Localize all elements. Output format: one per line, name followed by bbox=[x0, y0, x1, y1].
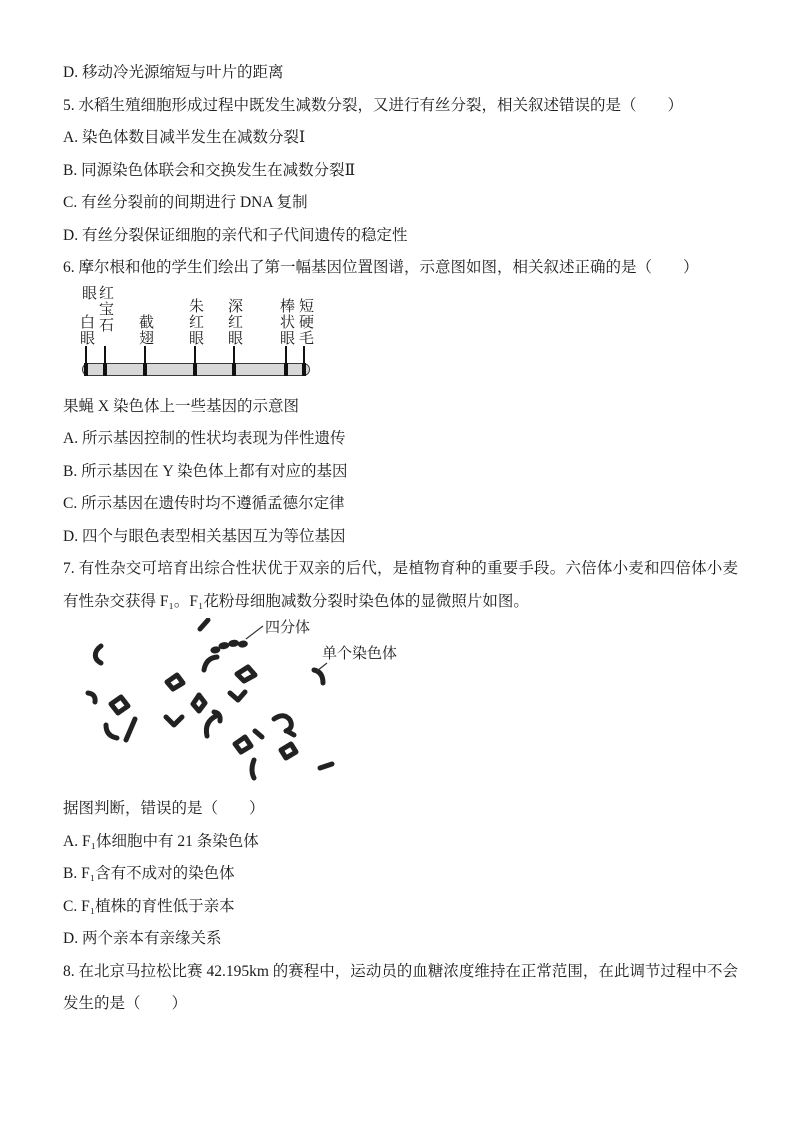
gene-locus-tick bbox=[143, 363, 147, 376]
prev-question-option-d: D. 移动冷光源缩短与叶片的距离 bbox=[63, 64, 284, 81]
chromosome-micrograph bbox=[65, 618, 410, 786]
q7-option-c: C. F₁植株的育性低于亲本 bbox=[63, 897, 235, 915]
tetrad-blob bbox=[209, 638, 248, 654]
q5-option-b: B. 同源染色体联会和交换发生在减数分裂Ⅱ bbox=[63, 161, 356, 179]
gene-leader-line bbox=[144, 346, 146, 363]
q6-option-d: D. 四个与眼色表型相关基因互为等位基因 bbox=[63, 527, 346, 545]
gene-leader-line bbox=[303, 346, 305, 363]
q6-option-b: B. 所示基因在 Y 染色体上都有对应的基因 bbox=[63, 462, 348, 480]
q7-option-d: D. 两个亲本有亲缘关系 bbox=[63, 930, 222, 947]
chromosome-blobs bbox=[88, 620, 332, 778]
gene-label-ruby-eye: 红宝石眼 bbox=[80, 284, 113, 333]
gene-leader-line bbox=[233, 346, 235, 363]
q6-option-c: C. 所示基因在遗传时均不遵循孟德尔定律 bbox=[63, 495, 345, 512]
gene-label-bar-eye: 棒状眼 bbox=[278, 297, 294, 346]
gene-leader-line bbox=[285, 346, 287, 363]
gene-map-diagram bbox=[63, 285, 738, 391]
gene-locus-tick bbox=[302, 363, 306, 376]
question-5-stem: 5. 水稻生殖细胞形成过程中既发生减数分裂，又进行有丝分裂，相关叙述错误的是（ ） bbox=[63, 96, 684, 114]
gene-label-short-bristle: 短硬毛 bbox=[297, 297, 313, 346]
question-8-stem: 8. 在北京马拉松比赛 42.195km 的赛程中，运动员的血糖浓度维持在正常范围，在此调节过程中不会发生的是（ ） bbox=[63, 962, 738, 1012]
q5-option-d: D. 有丝分裂保证细胞的亲代和子代间遗传的稳定性 bbox=[63, 226, 408, 244]
q7-option-b: B. F₁含有不成对的染色体 bbox=[63, 865, 235, 882]
tetrad-annotation-label: 四分体 bbox=[265, 620, 311, 636]
gene-locus-tick bbox=[193, 363, 197, 376]
q5-option-c: C. 有丝分裂前的间期进行 DNA 复制 bbox=[63, 194, 308, 211]
q6-option-a: A. 所示基因控制的性状均表现为伴性遗传 bbox=[63, 430, 346, 447]
meiosis-micrograph-figure bbox=[63, 618, 738, 793]
gene-label-cut-wing: 截翅 bbox=[137, 313, 153, 346]
gene-label-vermilion-eye: 朱红眼 bbox=[187, 297, 203, 346]
gene-locus-tick bbox=[232, 363, 236, 376]
q5-option-a: A. 染色体数目减半发生在减数分裂Ⅰ bbox=[63, 129, 306, 146]
gene-locus-tick bbox=[284, 363, 288, 376]
q7-option-a: A. F₁体细胞中有 21 条染色体 bbox=[63, 832, 259, 850]
gene-leader-line bbox=[85, 346, 87, 363]
gene-locus-tick bbox=[84, 363, 88, 376]
q7-judge-line: 据图判断，错误的是（ ） bbox=[63, 800, 265, 817]
gene-leader-line bbox=[194, 346, 196, 363]
gene-locus-tick bbox=[103, 363, 107, 376]
gene-leader-line bbox=[104, 346, 106, 363]
gene-label-white-eye: 白眼 bbox=[78, 313, 94, 346]
single-chromosome-annotation-label: 单个染色体 bbox=[322, 646, 398, 662]
question-6-stem: 6. 摩尔根和他的学生们绘出了第一幅基因位置图谱，示意图如图，相关叙述正确的是（ ） bbox=[63, 259, 699, 276]
gene-map-caption: 果蝇 X 染色体上一些基因的示意图 bbox=[63, 397, 299, 415]
gene-label-garnet-eye: 深红眼 bbox=[226, 297, 242, 346]
question-7-stem: 7. 有性杂交可培育出综合性状优于双亲的后代，是植物育种的重要手段。六倍体小麦和四倍体小麦有性杂交获得 F₁。F₁花粉母细胞减数分裂时染色体的显微照片如图。 bbox=[63, 560, 738, 610]
